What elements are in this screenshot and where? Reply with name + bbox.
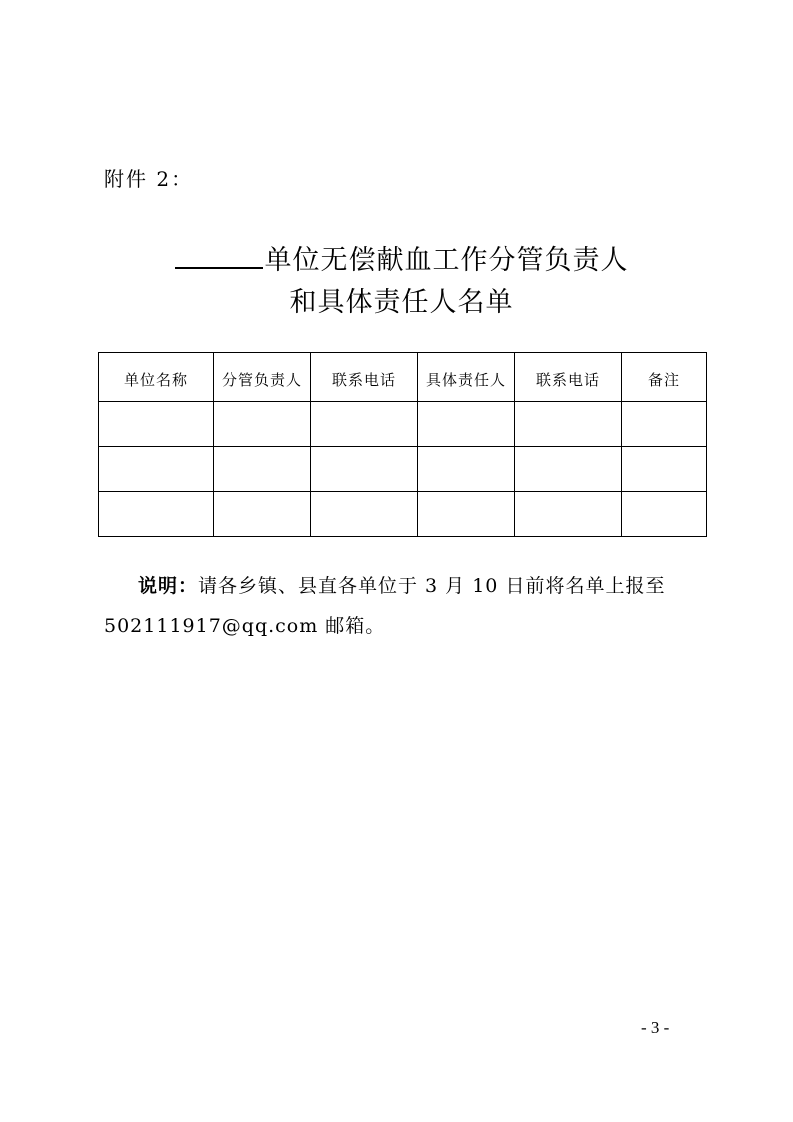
- header-leader-in-charge: 分管负责人: [214, 353, 311, 402]
- table-cell: [99, 402, 214, 447]
- header-remarks: 备注: [622, 353, 707, 402]
- table-cell: [418, 402, 515, 447]
- note-line-1: 请各乡镇、县直各单位于 3 月 10 日前将名单上报至: [198, 575, 666, 597]
- table-cell: [311, 447, 418, 492]
- table-row: [99, 492, 707, 537]
- table-cell: [214, 492, 311, 537]
- table-cell: [99, 492, 214, 537]
- table-cell: [99, 447, 214, 492]
- table-cell: [418, 447, 515, 492]
- header-responsible-person: 具体责任人: [418, 353, 515, 402]
- header-unit-name: 单位名称: [99, 353, 214, 402]
- table-cell: [214, 447, 311, 492]
- page-number: - 3 -: [641, 1018, 670, 1037]
- table-cell: [622, 447, 707, 492]
- table-cell: [311, 492, 418, 537]
- table-cell: [418, 492, 515, 537]
- attachment-label: 附件 2：: [104, 167, 194, 191]
- title-line-1-text: 单位无偿献血工作分管负责人: [264, 245, 629, 276]
- roster-table: [98, 352, 707, 537]
- table-row: [99, 402, 707, 447]
- table-cell: [515, 402, 622, 447]
- table-header-row: [99, 353, 707, 402]
- table-cell: [515, 447, 622, 492]
- document-title-line-2: 和具体责任人名单: [289, 287, 514, 318]
- table-cell: [515, 492, 622, 537]
- table-cell: [622, 402, 707, 447]
- header-responsible-phone: 联系电话: [515, 353, 622, 402]
- table-row: [99, 447, 707, 492]
- table-cell: [214, 402, 311, 447]
- table-cell: [311, 402, 418, 447]
- document-title-line-1: [5, 238, 793, 277]
- note-label: 说明：: [138, 575, 199, 597]
- note-line-2: 502111917@qq.com 邮箱。: [104, 615, 386, 637]
- header-leader-phone: 联系电话: [311, 353, 418, 402]
- table-cell: [622, 492, 707, 537]
- unit-name-blank: [175, 245, 263, 269]
- note-paragraph: [104, 566, 704, 646]
